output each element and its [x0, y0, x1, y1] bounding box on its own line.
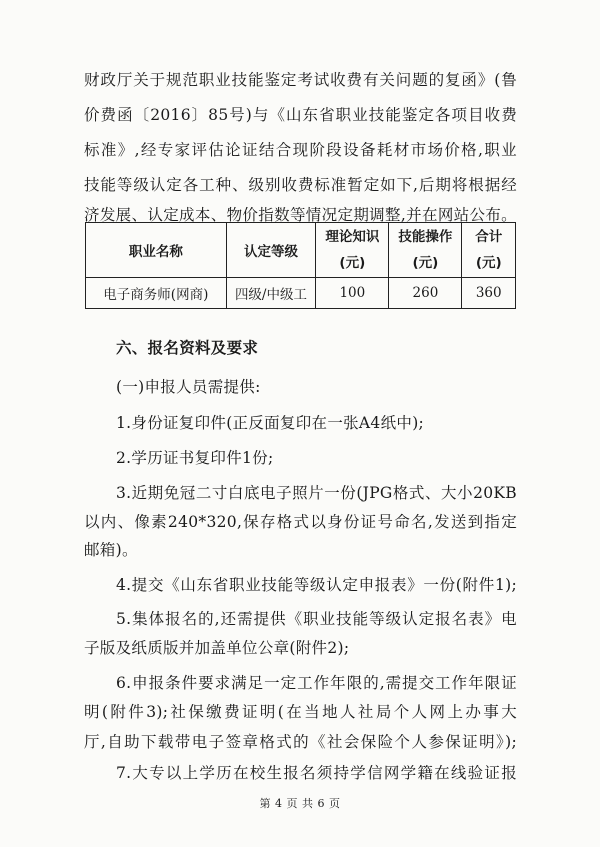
requirement-line-7: 5.集体报名的,还需提供《职业技能等级认定报名表》电 [116, 610, 517, 628]
cell-occupation-name: 电子商务师(网商) [86, 278, 227, 309]
requirement-line-9: 6.申报条件要求满足一定工作年限的,需提交工作年限证 [116, 674, 517, 692]
header-total-unit: (元) [475, 255, 502, 271]
header-skill-unit: (元) [412, 255, 439, 271]
header-theory [316, 223, 389, 278]
requirement-line-4: 以内、像素240*320,保存格式以身份证号命名,发送到指定 [84, 513, 517, 531]
cell-skill: 260 [389, 278, 462, 309]
header-skill-label: 技能操作 [398, 229, 453, 245]
header-total [462, 223, 516, 278]
header-theory-label: 理论知识 [325, 229, 380, 245]
header-total-label: 合计 [475, 229, 503, 245]
intro-line-5: 济发展、认定成本、物价指数等情况定期调整,并在网站公布。 [84, 206, 517, 224]
requirement-line-1: 1.身份证复印件(正反面复印在一张A4纸中); [116, 414, 425, 432]
intro-line-1: 财政厅关于规范职业技能鉴定考试收费有关问题的复函》(鲁 [84, 71, 517, 89]
header-theory-unit: (元) [339, 255, 366, 271]
requirement-line-12: 7.大专以上学历在校生报名须持学信网学籍在线验证报 [116, 764, 517, 782]
table-row [86, 278, 516, 309]
header-skill [389, 223, 462, 278]
cell-level: 四级/中级工 [226, 278, 316, 309]
intro-line-2: 价费函〔2016〕85号)与《山东省职业技能鉴定各项目收费 [84, 106, 517, 124]
intro-line-3: 标准》,经专家评估论证结合现阶段设备耗材市场价格,职业 [84, 141, 517, 159]
page-number: 第 4 页 共 6 页 [259, 797, 341, 810]
cell-total: 360 [462, 278, 516, 309]
section-six-subtitle: (一)申报人员需提供: [116, 378, 261, 396]
cell-theory: 100 [316, 278, 389, 309]
requirement-line-5: 邮箱)。 [84, 541, 138, 559]
requirement-line-2: 2.学历证书复印件1份; [116, 449, 274, 467]
fee-table [85, 222, 516, 309]
requirement-line-10: 明(附件3);社保缴费证明(在当地人社局个人网上办事大 [84, 703, 517, 721]
section-six-title: 六、报名资料及要求 [116, 339, 259, 357]
intro-line-4: 技能等级认定各工种、级别收费标准暂定如下,后期将根据经 [84, 176, 517, 194]
table-header-row [86, 223, 516, 278]
header-level: 认定等级 [226, 223, 316, 278]
header-occupation-name: 职业名称 [86, 223, 227, 278]
requirement-line-8: 子版及纸质版并加盖单位公章(附件2); [84, 639, 350, 657]
requirement-line-3: 3.近期免冠二寸白底电子照片一份(JPG格式、大小20KB [116, 484, 517, 502]
requirement-line-11: 厅,自助下载带电子签章格式的《社会保险个人参保证明》); [84, 733, 517, 751]
requirement-line-6: 4.提交《山东省职业技能等级认定申报表》一份(附件1); [116, 576, 517, 594]
